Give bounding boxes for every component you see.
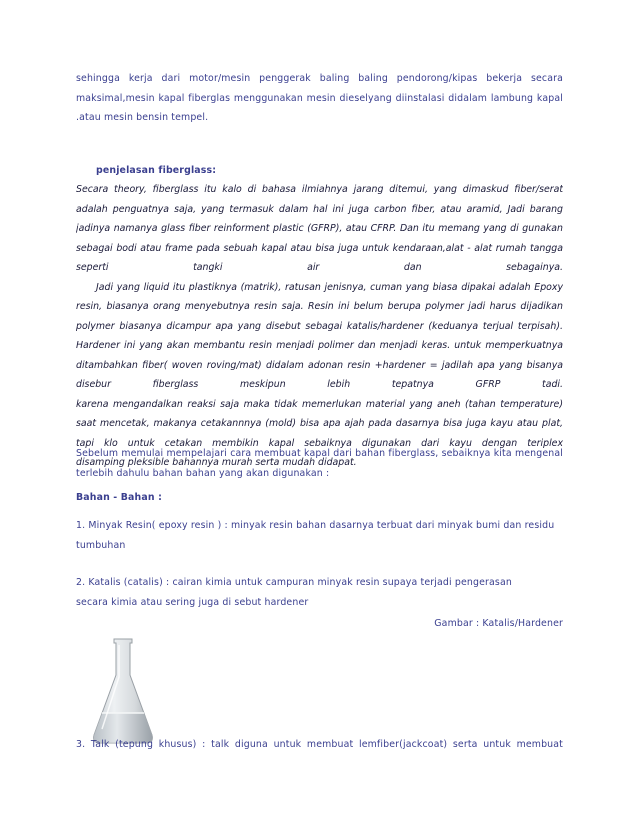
text-line: 3. Talk (tepung khusus) : talk diguna untuk membuat lemfiber(jackcoat) serta untuk membuat: [76, 739, 563, 750]
text-line: Hardener ini yang akan membantu resin menjadi polimer dan menjadi keras. untuk memperkuatnya: [76, 340, 563, 351]
bahan-heading: Bahan - Bahan :: [76, 492, 162, 503]
figure-caption: Gambar : Katalis/Hardener: [434, 618, 563, 629]
text-line: disamping pleksible bahannya murah serta mudah didapat.: [76, 457, 357, 468]
text-line: seperti tangki air dan sebagainya.: [76, 262, 563, 273]
text-line: adalah penguatnya saja, yang termasuk dalam hal ini juga carbon fiber, atau aramid, Jadi barang: [76, 203, 563, 215]
text-line: maksimal,mesin kapal fiberglas menggunakan mesin dieselyang diinstalasi didalam lambung kapal: [76, 92, 563, 104]
text-line: karena mengandalkan reaksi saja maka tidak memerlukan material yang aneh (tahan temperature): [76, 398, 563, 410]
text-line: jadinya namanya glass fiber reinforment plastic (GFRP), atau CFRP. Dan itu memang yang di gunakan: [76, 223, 563, 234]
text-line: sehingga kerja dari motor/mesin penggerak baling baling pendorong/kipas bekerja secara: [76, 73, 563, 84]
text-line: Jadi yang liquid itu plastiknya (matrik), ratusan jenisnya, cuman yang biasa dipakai adalah Epoxy: [96, 281, 563, 293]
text-line: terlebih dahulu bahan bahan yang akan digunakan :: [76, 467, 330, 479]
text-line: 2. Katalis (catalis) : cairan kimia untuk campuran minyak resin supaya terjadi pengerasan: [76, 577, 512, 588]
text-line: tumbuhan: [76, 539, 126, 551]
text-line: secara kimia atau sering juga di sebut hardener: [76, 596, 309, 608]
text-line: .atau mesin bensin tempel.: [76, 112, 209, 123]
erlenmeyer-flask-image: [88, 637, 158, 747]
text-line: polymer biasanya dicampur apa yang disebut sebagai katalis/hardener (keduanya terjual terpisah).: [76, 320, 563, 332]
list-item: [76, 735, 563, 755]
list-item: [76, 573, 563, 612]
text-line: tapi klo untuk cetakan membikin kapal sebaiknya digunakan dari kayu dengan teriplex: [76, 437, 563, 449]
text-line: disebur fiberglass meskipun lebih tepatnya GFRP tadi.: [76, 379, 563, 390]
text-line: ditambahkan fiber( woven roving/mat) didalam adonan resin +hardener = jadilah apa yang bisanya: [76, 359, 563, 371]
intro-paragraph: [76, 69, 563, 128]
body-paragraph: [76, 180, 563, 473]
intro-bahan-paragraph: [76, 444, 563, 483]
text-line: resin, biasanya orang menyebutnya resin saja. Resin ini belum berupa polymer jadi harus dijadikan: [76, 301, 563, 312]
text-line: sebagai bodi atau frame pada sebuah kapal atau bisa juga untuk kendaraan,alat - alat rumah tangga: [76, 242, 563, 254]
text-line: Sebelum memulai mempelajari cara membuat kapal dari bahan fiberglass, sebaiknya kita mengenal: [76, 448, 563, 459]
text-line: saat mencetak, makanya cetakannnya (mold) bisa apa ajah pada dasarnya bisa juga kayu atau plat,: [76, 418, 563, 429]
section-heading: penjelasan fiberglass:: [96, 165, 217, 176]
list-item: [76, 516, 563, 555]
text-line: Secara theory, fiberglass itu kalo di bahasa ilmiahnya jarang ditemui, yang dimaskud fiber/serat: [76, 184, 563, 195]
text-line: 1. Minyak Resin( epoxy resin ) : minyak resin bahan dasarnya terbuat dari minyak bumi dan residu: [76, 520, 555, 531]
